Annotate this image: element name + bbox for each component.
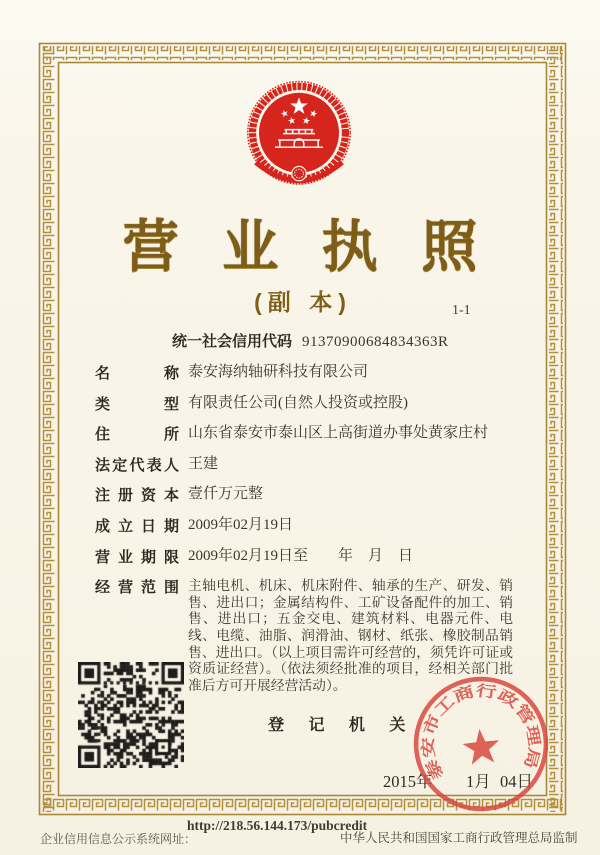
field-label: 成立日期 bbox=[95, 517, 179, 535]
field-label: 法定代表人 bbox=[95, 456, 179, 474]
official-seal bbox=[403, 666, 559, 822]
field-row-type bbox=[95, 395, 513, 426]
registry-authority-label: 登 记 机 关 bbox=[268, 717, 416, 734]
field-row-legal-rep bbox=[95, 456, 513, 487]
field-label: 住所 bbox=[95, 426, 179, 444]
field-value: 2009年02月19日至 年 月 日 bbox=[188, 547, 414, 564]
field-label: 营业期限 bbox=[95, 548, 179, 566]
issue-date-day: 04日 bbox=[500, 772, 533, 791]
footer-producer-label: 中华人民共和国国家工商行政管理总局监制 bbox=[340, 831, 578, 845]
field-row-address bbox=[95, 425, 513, 456]
field-row-capital bbox=[95, 486, 513, 517]
qr-code bbox=[78, 662, 184, 768]
field-value: 王建 bbox=[188, 455, 219, 472]
field-value: 泰安海纳轴研科技有限公司 bbox=[188, 364, 369, 380]
license-fields bbox=[95, 364, 513, 694]
national-emblem-icon bbox=[243, 80, 355, 200]
svg-text:泰安市工商行政管理局 bbox=[413, 675, 546, 783]
license-subtitle: (副 本) bbox=[254, 289, 352, 315]
credit-code-value: 91370900684834363R bbox=[302, 334, 449, 350]
field-value: 有限责任公司(自然人投资或控股) bbox=[188, 394, 408, 411]
credit-code-label: 统一社会信用代码 bbox=[172, 333, 293, 350]
page-number: 1-1 bbox=[452, 303, 471, 318]
footer-site-url: http://218.56.144.173/pubcredit bbox=[187, 818, 368, 833]
field-value: 山东省泰安市泰山区上高街道办事处黄家庄村 bbox=[188, 425, 489, 442]
field-row-name bbox=[95, 364, 513, 395]
footer-site-label: 企业信用信息公示系统网址： bbox=[40, 832, 197, 846]
field-label: 注册资本 bbox=[95, 487, 179, 505]
field-label: 名称 bbox=[95, 365, 179, 382]
issue-date-year: 2015年 bbox=[383, 772, 433, 791]
issue-date-month: 1月 bbox=[466, 772, 491, 791]
field-row-term bbox=[95, 548, 513, 579]
seal-text: 泰安市工商行政管理局 bbox=[420, 682, 543, 783]
field-value: 2009年02月19日 bbox=[188, 516, 294, 533]
seal-star-icon bbox=[461, 727, 501, 766]
field-value: 主轴电机、机床、机床附件、轴承的生产、研发、销售、进出口；金属结构件、工矿设备配件的加工、销售、进出口；五金交电、建筑材料、电器元件、电线、电缆、油脂、润滑油、钢材、纸张、橡胶制品销售、进出口。（以上项目需许可经营的，须凭许可证或资质证经营）。（依法须经批准的项目，经相关部门批准后方可开展经营活动）。 bbox=[188, 578, 513, 693]
field-value: 壹仟万元整 bbox=[188, 486, 264, 503]
license-title: 营 业 执 照 bbox=[122, 215, 492, 278]
field-label: 经营范围 bbox=[95, 579, 179, 597]
field-label: 类型 bbox=[95, 395, 179, 413]
field-row-establish-date bbox=[95, 517, 513, 548]
credit-code-row bbox=[172, 330, 449, 351]
